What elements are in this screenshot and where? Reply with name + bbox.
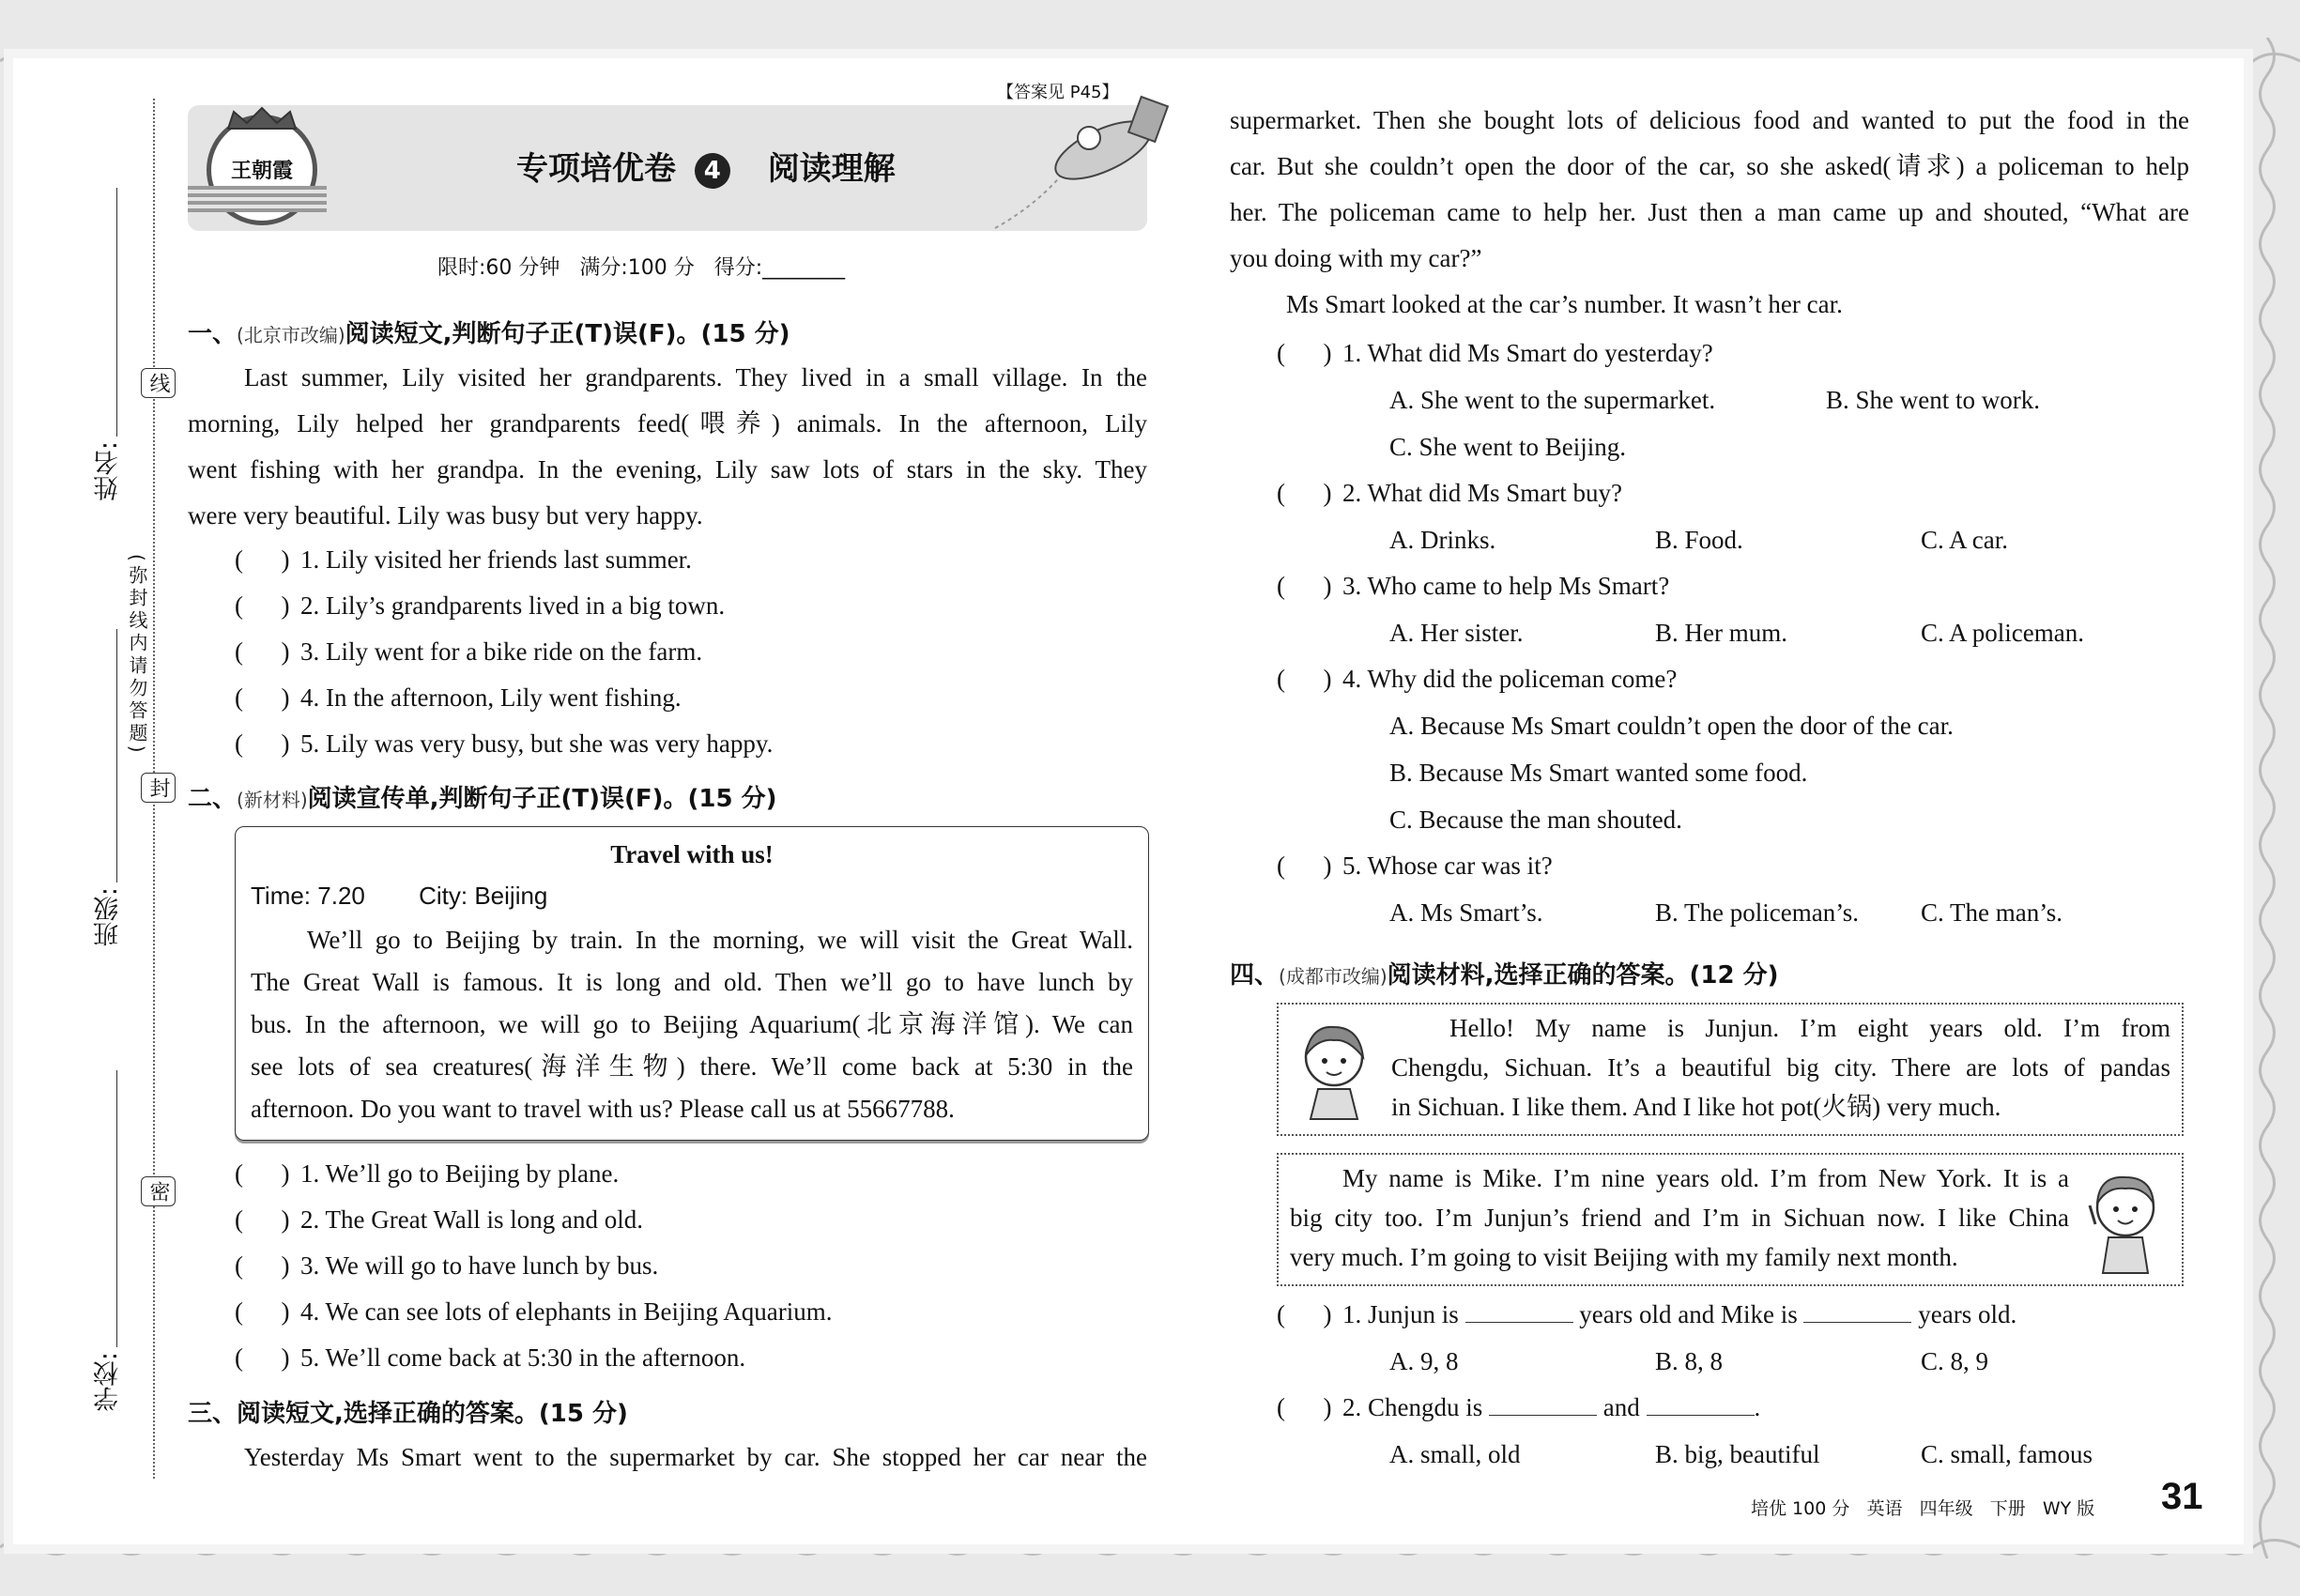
tf-item: ( ) 2. Lily’s grandparents lived in a big town. [235, 583, 773, 629]
title-prefix: 专项培优卷 [516, 150, 676, 188]
section-4-number: 四、 [1230, 961, 1280, 990]
seal-feng: 封 [141, 773, 176, 803]
passage-line: you doing with my car?” [1230, 244, 1482, 272]
logo-ribbon [188, 186, 327, 212]
mc-options [1277, 1431, 2093, 1478]
mc-options [1277, 376, 2084, 423]
option-c: C. The man’s. [1921, 898, 2062, 927]
option-a: A. Her sister. [1389, 619, 1524, 647]
answer-slot[interactable]: ( ) [235, 1251, 290, 1280]
answer-slot[interactable]: ( ) [1277, 1393, 1332, 1421]
section-3-heading [188, 1394, 628, 1429]
section-4-heading [1230, 956, 1779, 990]
binding-warning: (弥封线内请勿答题) [126, 554, 148, 757]
answer-slot[interactable]: ( ) [235, 729, 290, 758]
section-3-passage-start: Yesterday Ms Smart went to the supermarket by car. She stopped her car near the [244, 1443, 1147, 1471]
answer-slot[interactable]: ( ) [1277, 665, 1332, 693]
option-c: C. 8, 9 [1921, 1347, 1989, 1375]
tf-item: ( ) 5. We’ll come back at 5:30 in the afternoon. [235, 1335, 832, 1381]
girl-avatar-icon [1292, 1018, 1376, 1121]
seal-xian: 线 [141, 368, 176, 398]
name-label: 姓名: [94, 441, 123, 501]
mc-question: ( ) 3. Who came to help Ms Smart? [1277, 563, 2084, 609]
mc-options [1277, 889, 2084, 936]
section-1-source: (北京市改编) [237, 324, 345, 346]
answer-blank[interactable] [1465, 1301, 1573, 1323]
passage-line: her. The policeman came to help her. Just then a man came up and shouted, “What are [1230, 198, 2189, 226]
passage-line: were very beautiful. Lily was busy but very happy. [188, 501, 703, 529]
travel-flyer [235, 826, 1149, 1141]
option-c: C. small, famous [1921, 1440, 2093, 1468]
fill-question: ( ) 2. Chengdu is and . [1277, 1385, 2093, 1431]
option-a: A. She went to the supermarket. [1389, 386, 1716, 414]
section-1-items [235, 537, 773, 767]
section-1-number: 一、 [188, 320, 238, 348]
class-label: 班级: [94, 887, 123, 947]
mc-options [1277, 516, 2084, 563]
page-number: 31 [2161, 1476, 2203, 1517]
section-3-passage-continued [1230, 98, 2189, 328]
answer-blank[interactable] [1803, 1301, 1911, 1323]
card-line: Hello! My name is Junjun. I’m eight years old. I’m from [1449, 1014, 2170, 1042]
answer-slot[interactable]: ( ) [1277, 852, 1332, 880]
option-b: B. Her mum. [1655, 619, 1787, 647]
section-3-questions [1277, 330, 2084, 936]
answer-slot[interactable]: ( ) [235, 545, 290, 574]
option-c: C. She went to Beijing. [1389, 433, 1626, 461]
answer-slot[interactable]: ( ) [235, 683, 290, 712]
flyer-line: bus. In the afternoon, we will go to Beijing Aquarium(北京海洋馆). We can [251, 1010, 1133, 1038]
card-line: in Sichuan. I like them. And I like hot pot(火锅) very much. [1391, 1093, 2001, 1121]
tf-item: ( ) 3. Lily went for a bike ride on the farm. [235, 629, 773, 675]
card-line: My name is Mike. I’m nine years old. I’m from New York. It is a [1342, 1164, 2069, 1192]
flyer-city: City: Beijing [419, 882, 548, 910]
option-a: A. Drinks. [1389, 526, 1496, 554]
flyer-body [251, 919, 1133, 1130]
passage-line: Ms Smart looked at the car’s number. It wasn’t her car. [1286, 290, 1843, 318]
wavy-border-right [2244, 38, 2300, 1558]
card-line: big city too. I’m Junjun’s friend and I’m in Sichuan now. I like China [1290, 1204, 2069, 1232]
tf-item: ( ) 1. We’ll go to Beijing by plane. [235, 1151, 832, 1197]
option-b: B. She went to work. [1826, 386, 2040, 414]
title-suffix: 阅读理解 [767, 150, 896, 188]
tf-item: ( ) 2. The Great Wall is long and old. [235, 1197, 832, 1243]
section-4-source: (成都市改编) [1279, 965, 1388, 988]
rocket-illustration-icon [986, 89, 1173, 230]
tf-item: ( ) 3. We will go to have lunch by bus. [235, 1243, 832, 1289]
name-line [116, 188, 117, 437]
option-b: B. big, beautiful [1655, 1440, 1820, 1468]
option-c: C. Because the man shouted. [1389, 806, 1682, 834]
section-2-source: (新材料) [237, 789, 308, 811]
option-c: C. A car. [1921, 526, 2008, 554]
class-line [116, 629, 117, 882]
flyer-time: Time: 7.20 [251, 882, 365, 910]
section-3-instruction: 阅读短文,选择正确的答案。(15 分) [237, 1400, 628, 1428]
title-number-badge: 4 [695, 153, 730, 189]
section-2-heading [188, 779, 777, 814]
flyer-title: Travel with us! [610, 840, 774, 868]
tf-item: ( ) 1. Lily visited her friends last summer. [235, 537, 773, 583]
answer-slot[interactable]: ( ) [1277, 339, 1332, 367]
section-1-instruction: 阅读短文,判断句子正(T)误(F)。(15 分) [345, 320, 790, 348]
card-line: very much. I’m going to visit Beijing with my family next month. [1290, 1243, 1958, 1271]
section-4-instruction: 阅读材料,选择正确的答案。(12 分) [1387, 961, 1779, 990]
passage-line: morning, Lily helped her grandparents feed(喂养) animals. In the afternoon, Lily [188, 409, 1147, 437]
school-label: 学校: [94, 1352, 123, 1412]
tf-item: ( ) 4. In the afternoon, Lily went fishing. [235, 675, 773, 721]
school-line [116, 1070, 117, 1347]
answer-slot[interactable]: ( ) [1277, 572, 1332, 600]
section-2-number: 二、 [188, 785, 238, 813]
seal-mi: 密 [141, 1176, 176, 1206]
answer-slot[interactable]: ( ) [235, 591, 290, 620]
option-b: B. 8, 8 [1655, 1347, 1724, 1375]
option-b: B. Food. [1655, 526, 1743, 554]
answer-slot[interactable]: ( ) [235, 1205, 290, 1234]
mike-text [1290, 1159, 2069, 1277]
answer-slot[interactable]: ( ) [1277, 479, 1332, 507]
card-line: Chengdu, Sichuan. It’s a beautiful big city. There are lots of pandas [1391, 1053, 2170, 1082]
passage-line: car. But she couldn’t open the door of the car, so she asked(请求) a policeman to help [1230, 152, 2189, 180]
passage-line: went fishing with her grandpa. In the evening, Lily saw lots of stars in the sky. They [188, 455, 1147, 483]
answer-slot[interactable]: ( ) [1277, 1300, 1332, 1328]
mc-options [1277, 702, 2084, 749]
flyer-time-city [251, 882, 547, 911]
footer-series: 培优 100 分 英语 四年级 下册 WY 版 [1751, 1498, 2095, 1519]
answer-slot[interactable]: ( ) [235, 1297, 290, 1326]
mc-options [1277, 796, 2084, 843]
passage-line: Last summer, Lily visited her grandparents. They lived in a small village. In the [244, 363, 1147, 391]
flyer-line: see lots of sea creatures(海洋生物) there. We’ll come back at 5:30 in the [251, 1052, 1133, 1081]
option-a: A. 9, 8 [1389, 1347, 1459, 1375]
boy-avatar-icon [2086, 1168, 2170, 1276]
mc-options [1277, 1338, 2093, 1385]
mc-question: ( ) 2. What did Ms Smart buy? [1277, 470, 2084, 516]
flyer-line: We’ll go to Beijing by train. In the morning, we will visit the Great Wall. [307, 926, 1133, 954]
option-c: C. A policeman. [1921, 619, 2084, 647]
answer-slot[interactable]: ( ) [235, 1343, 290, 1372]
passage-line: supermarket. Then she bought lots of delicious food and wanted to put the food in the [1230, 106, 2189, 134]
section-1-heading [188, 315, 790, 349]
answer-blank[interactable] [1647, 1394, 1755, 1416]
answer-slot[interactable]: ( ) [235, 1159, 290, 1188]
flyer-line: The Great Wall is famous. It is long and old. Then we’ll go to have lunch by [251, 968, 1133, 996]
answer-reference: 【答案见 P45】 [997, 83, 1119, 102]
mike-card [1277, 1153, 2184, 1286]
junjun-card [1277, 1003, 2184, 1136]
page-title [516, 143, 896, 189]
option-a: A. small, old [1389, 1440, 1521, 1468]
exam-meta: 限时:60 分钟 满分:100 分 得分:________ [437, 256, 846, 280]
section-2-instruction: 阅读宣传单,判断句子正(T)误(F)。(15 分) [307, 785, 777, 813]
section-3-number: 三、 [188, 1400, 238, 1428]
logo-text: 王朝霞 [230, 159, 293, 183]
mc-question: ( ) 4. Why did the policeman come? [1277, 656, 2084, 702]
tf-item: ( ) 4. We can see lots of elephants in Beijing Aquarium. [235, 1289, 832, 1335]
mc-options [1277, 749, 2084, 796]
answer-blank[interactable] [1489, 1394, 1597, 1416]
mc-options [1277, 609, 2084, 656]
answer-slot[interactable]: ( ) [235, 637, 290, 666]
option-b: B. The policeman’s. [1655, 898, 1859, 927]
flyer-line: afternoon. Do you want to travel with us? Please call us at 55667788. [251, 1095, 955, 1123]
mc-question: ( ) 5. Whose car was it? [1277, 843, 2084, 889]
section-1-passage [188, 355, 1147, 539]
section-4-questions [1277, 1292, 2093, 1478]
crown-icon [224, 106, 299, 130]
junjun-text [1391, 1008, 2170, 1127]
fill-question: ( ) 1. Junjun is years old and Mike is years old. [1277, 1292, 2093, 1338]
mc-question: ( ) 1. What did Ms Smart do yesterday? [1277, 330, 2084, 376]
tf-item: ( ) 5. Lily was very busy, but she was very happy. [235, 721, 773, 767]
section-2-items [235, 1151, 832, 1381]
option-a: A. Ms Smart’s. [1389, 898, 1543, 927]
option-a: A. Because Ms Smart couldn’t open the door of the car. [1389, 712, 1954, 740]
option-b: B. Because Ms Smart wanted some food. [1389, 759, 1808, 787]
mc-options [1277, 423, 2084, 470]
